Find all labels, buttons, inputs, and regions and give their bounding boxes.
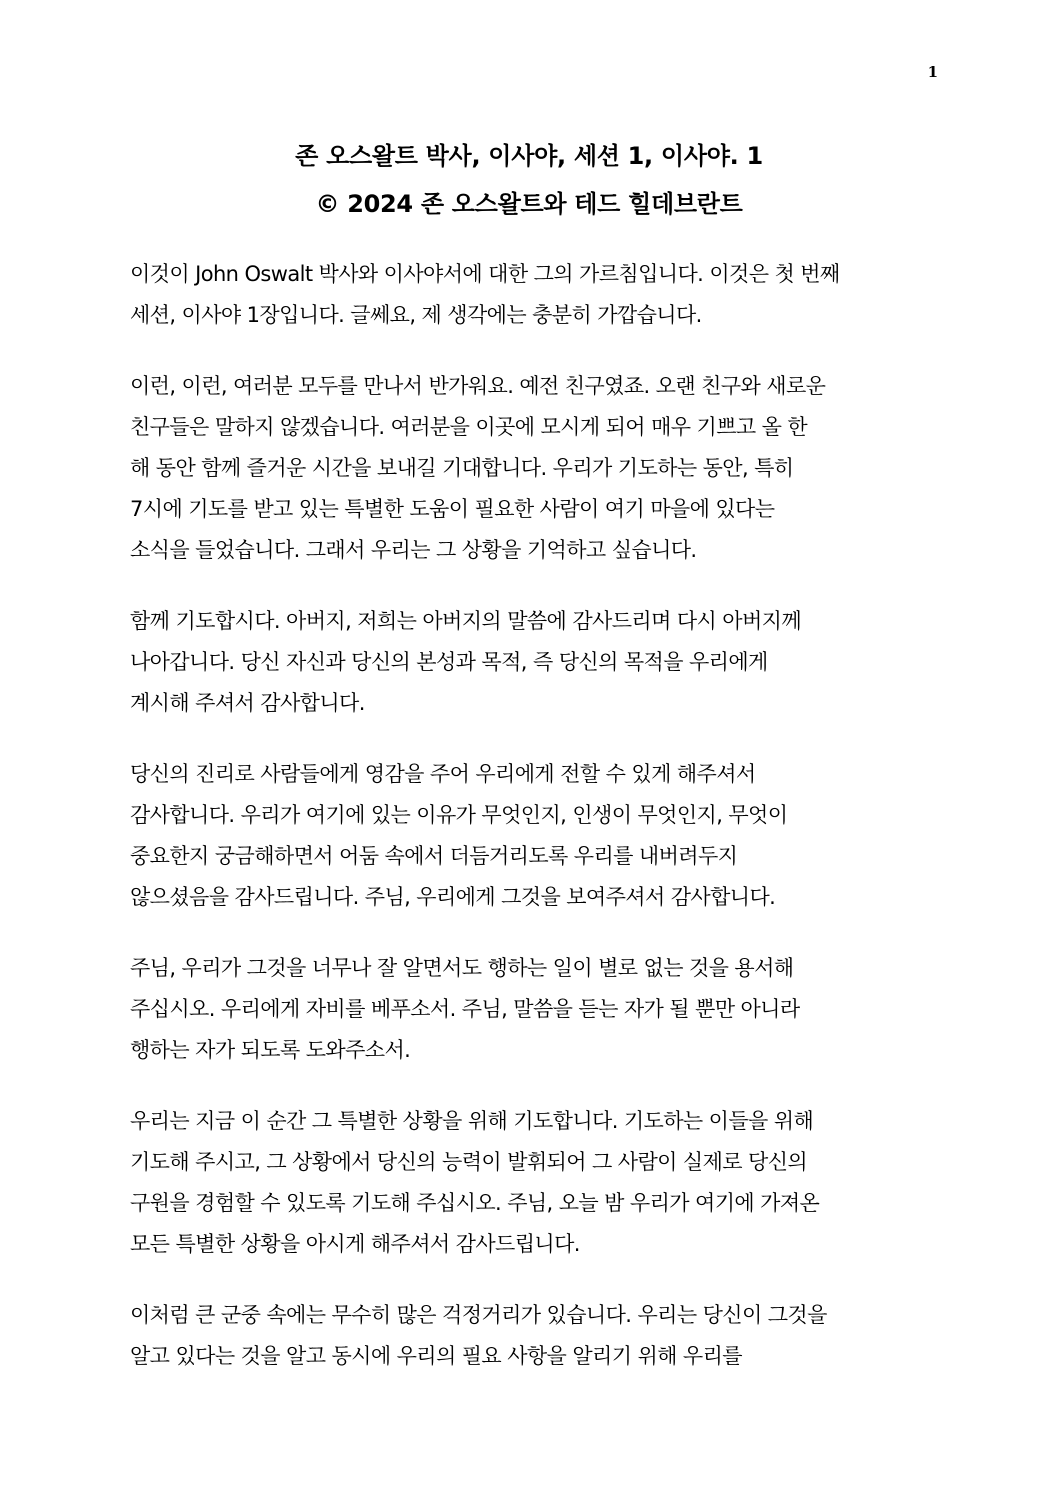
- paragraph-line: 이것이 John Oswalt 박사와 이사야서에 대한 그의 가르침입니다. 이것은 첫 번째: [130, 262, 840, 286]
- paragraph-1: [130, 254, 945, 336]
- paragraph-line: 이런, 이런, 여러분 모두를 만나서 반가워요. 예전 친구였죠. 오랜 친구와 새로운: [130, 374, 826, 398]
- paragraph-2: [130, 366, 945, 571]
- paragraph-line: 중요한지 궁금해하면서 어둠 속에서 더듬거리도록 우리를 내버려두지: [130, 844, 738, 868]
- paragraph-line: 알고 있다는 것을 알고 동시에 우리의 필요 사항을 알리기 위해 우리를: [130, 1344, 742, 1368]
- paragraph-line: 모든 특별한 상황을 아시게 해주셔서 감사드립니다.: [130, 1232, 580, 1256]
- paragraph-line: 기도해 주시고, 그 상황에서 당신의 능력이 발휘되어 그 사람이 실제로 당신의: [130, 1150, 808, 1174]
- paragraph-line: 감사합니다. 우리가 여기에 있는 이유가 무엇인지, 인생이 무엇인지, 무엇이: [130, 803, 788, 827]
- paragraph-line: 행하는 자가 되도록 도와주소서.: [130, 1038, 411, 1062]
- title-line-2: © 2024 존 오스왈트와 테드 힐데브란트: [315, 190, 743, 218]
- paragraph-7: [130, 1295, 945, 1377]
- paragraph-line: 친구들은 말하지 않겠습니다. 여러분을 이곳에 모시게 되어 매우 기쁘고 올 한: [130, 415, 808, 439]
- title-line-1: 존 오스왈트 박사, 이사야, 세션 1, 이사야. 1: [295, 142, 763, 170]
- paragraph-line: 구원을 경험할 수 있도록 기도해 주십시오. 주님, 오늘 밤 우리가 여기에 가져온: [130, 1191, 820, 1215]
- paragraph-line: 주십시오. 우리에게 자비를 베푸소서. 주님, 말씀을 듣는 자가 될 뿐만 아니라: [130, 997, 800, 1021]
- paragraph-line: 소식을 들었습니다. 그래서 우리는 그 상황을 기억하고 싶습니다.: [130, 538, 697, 562]
- page-number: 1: [927, 63, 938, 81]
- paragraph-4: [130, 754, 945, 918]
- paragraph-line: 나아갑니다. 당신 자신과 당신의 본성과 목적, 즉 당신의 목적을 우리에게: [130, 650, 768, 674]
- document-title: [0, 132, 1058, 228]
- paragraph-line: 계시해 주셔서 감사합니다.: [130, 691, 365, 715]
- paragraph-line: 당신의 진리로 사람들에게 영감을 주어 우리에게 전할 수 있게 해주셔서: [130, 762, 756, 786]
- paragraph-line: 세션, 이사야 1장입니다. 글쎄요, 제 생각에는 충분히 가깝습니다.: [130, 303, 702, 327]
- transcript-body: [130, 254, 945, 1407]
- paragraph-6: [130, 1101, 945, 1265]
- paragraph-5: [130, 948, 945, 1071]
- paragraph-line: 해 동안 함께 즐거운 시간을 보내길 기대합니다. 우리가 기도하는 동안, 특히: [130, 456, 794, 480]
- paragraph-3: [130, 601, 945, 724]
- paragraph-line: 우리는 지금 이 순간 그 특별한 상황을 위해 기도합니다. 기도하는 이들을 위해: [130, 1109, 814, 1133]
- paragraph-line: 주님, 우리가 그것을 너무나 잘 알면서도 행하는 일이 별로 없는 것을 용서해: [130, 956, 794, 980]
- paragraph-line: 7시에 기도를 받고 있는 특별한 도움이 필요한 사람이 여기 마을에 있다는: [130, 497, 775, 521]
- paragraph-line: 함께 기도합시다. 아버지, 저희는 아버지의 말씀에 감사드리며 다시 아버지께: [130, 609, 802, 633]
- paragraph-line: 않으셨음을 감사드립니다. 주님, 우리에게 그것을 보여주셔서 감사합니다.: [130, 885, 776, 909]
- paragraph-line: 이처럼 큰 군중 속에는 무수히 많은 걱정거리가 있습니다. 우리는 당신이 그것을: [130, 1303, 827, 1327]
